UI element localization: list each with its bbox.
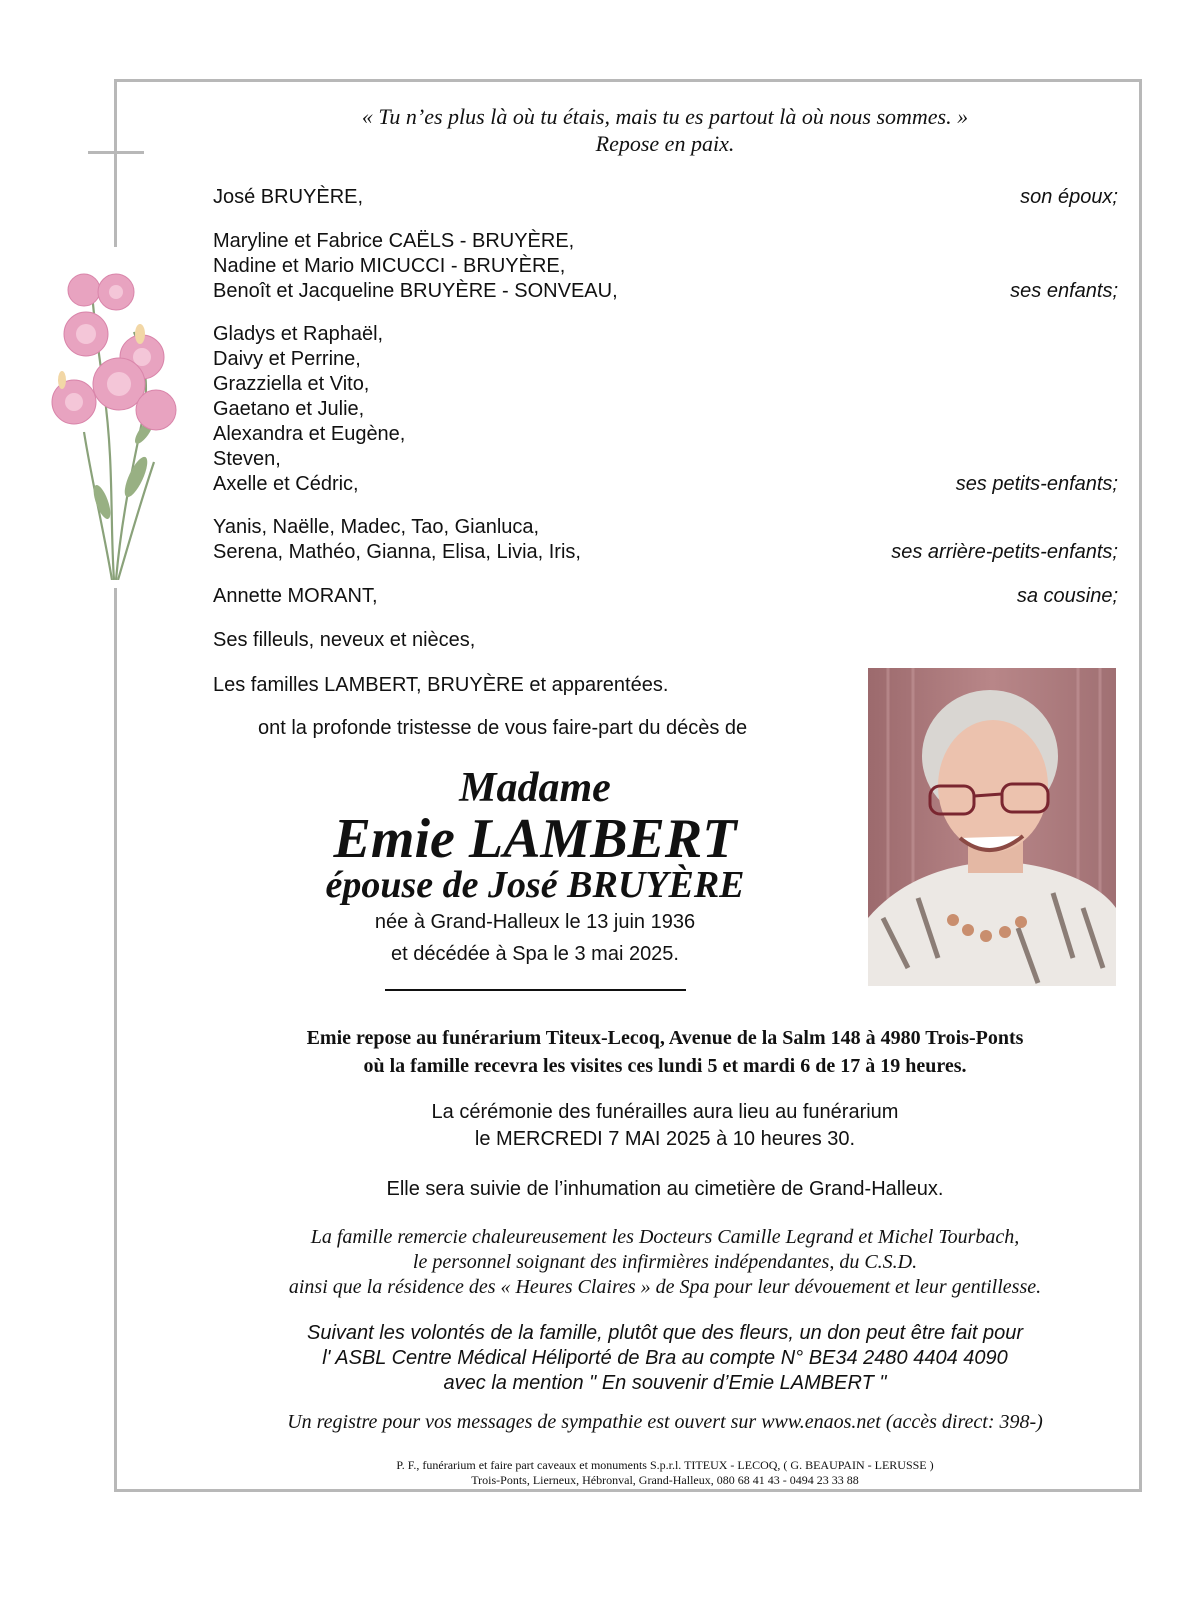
donation-line: l' ASBL Centre Médical Héliporté de Bra au compte N° BE34 2480 4404 4090 — [322, 1347, 1008, 1369]
deceased-title: Madame — [459, 765, 611, 811]
family-name: Serena, Mathéo, Gianna, Elisa, Livia, Iris, — [213, 541, 581, 563]
deceased-name: Emie LAMBERT — [333, 808, 737, 870]
family-great-grandchildren — [213, 515, 1118, 565]
relation-label: son époux; — [1020, 186, 1118, 208]
family-name: Axelle et Cédric, — [213, 473, 359, 495]
family-name: Gladys et Raphaël, — [213, 323, 384, 345]
deceased-spouse: épouse de José BRUYÈRE — [325, 864, 745, 906]
relation-label: ses petits-enfants; — [955, 473, 1118, 495]
repose-info — [150, 1024, 1180, 1080]
donation-line: avec la mention " En souvenir d’Emie LAMBERT " — [443, 1372, 887, 1394]
announcement: ont la profonde tristesse de vous faire-part du décès de — [258, 717, 748, 739]
footer-line: Trois-Ponts, Lierneux, Hébronval, Grand-Halleux, 080 68 41 43 - 0494 23 33 88 — [471, 1473, 859, 1487]
birth-line: née à Grand-Halleux le 13 juin 1936 — [374, 911, 696, 933]
family-spouse — [213, 185, 1118, 210]
relation-label: ses arrière-petits-enfants; — [891, 541, 1118, 563]
repose-line: Emie repose au funérarium Titeux-Lecoq, Avenue de la Salm 148 à 4980 Trois-Ponts — [306, 1027, 1024, 1049]
thanks-text — [150, 1225, 1180, 1300]
ceremony-line: le MERCREDI 7 MAI 2025 à 10 heures 30. — [474, 1128, 856, 1150]
death-line: et décédée à Spa le 3 mai 2025. — [391, 943, 679, 965]
relation-label: sa cousine; — [1016, 585, 1118, 607]
ceremony-info — [150, 1099, 1180, 1153]
family-children — [213, 229, 1118, 304]
footer — [150, 1458, 1180, 1488]
donation-line: Suivant les volontés de la famille, plutôt que des fleurs, un don peut être fait pour — [307, 1322, 1023, 1344]
family-name: Maryline et Fabrice CAËLS - BRUYÈRE, — [213, 230, 575, 252]
thanks-line: La famille remercie chaleureusement les Docteurs Camille Legrand et Michel Tourbach, — [310, 1226, 1020, 1248]
quote-line: « Tu n’es plus là où tu étais, mais tu es partout là où nous sommes. » — [361, 104, 969, 129]
family-line: Ses filleuls, neveux et nièces, — [213, 629, 476, 651]
family-line: Les familles LAMBERT, BRUYÈRE et apparentées. — [213, 674, 669, 696]
family-name: Alexandra et Eugène, — [213, 423, 406, 445]
thanks-line: ainsi que la résidence des « Heures Claires » de Spa pour leur dévouement et leur gentillesse. — [288, 1276, 1042, 1298]
donation-info — [150, 1321, 1180, 1396]
portrait-photo — [868, 668, 1116, 986]
burial-info: Elle sera suivie de l’inhumation au cimetière de Grand-Halleux. — [386, 1178, 944, 1200]
relation-label: ses enfants; — [1010, 280, 1118, 302]
repose-line: où la famille recevra les visites ces lundi 5 et mardi 6 de 17 à 19 heures. — [363, 1055, 967, 1077]
family-name: Annette MORANT, — [213, 585, 378, 607]
family-name: José BRUYÈRE, — [213, 186, 364, 208]
family-name: Daivy et Perrine, — [213, 348, 361, 370]
flower-icon — [44, 262, 184, 580]
family-name: Grazziella et Vito, — [213, 373, 370, 395]
cross-icon — [88, 151, 144, 154]
family-cousin — [213, 584, 1118, 609]
family-name: Yanis, Naëlle, Madec, Tao, Gianluca, — [213, 516, 540, 538]
quote — [230, 103, 1100, 157]
family-godchildren — [213, 628, 1118, 653]
thanks-line: le personnel soignant des infirmières indépendantes, du C.S.D. — [412, 1251, 918, 1273]
family-grandchildren — [213, 322, 1118, 497]
footer-line: P. F., funérarium et faire part caveaux et monuments S.p.r.l. TITEUX - LECOQ, ( G. BEAUPAIN - LERUSSE ) — [396, 1458, 934, 1472]
registry-note: Un registre pour vos messages de sympathie est ouvert sur www.enaos.net (accès direct: 398-) — [287, 1411, 1043, 1433]
frame-left-border — [114, 588, 117, 1492]
cross-vertical-top — [114, 79, 117, 247]
ceremony-line: La cérémonie des funérailles aura lieu au funérarium — [431, 1101, 899, 1123]
divider-line — [385, 989, 686, 991]
quote-line: Repose en paix. — [595, 131, 735, 156]
family-name: Gaetano et Julie, — [213, 398, 365, 420]
family-name: Steven, — [213, 448, 281, 470]
family-name: Benoît et Jacqueline BRUYÈRE - SONVEAU, — [213, 280, 618, 302]
family-name: Nadine et Mario MICUCCI - BRUYÈRE, — [213, 255, 566, 277]
